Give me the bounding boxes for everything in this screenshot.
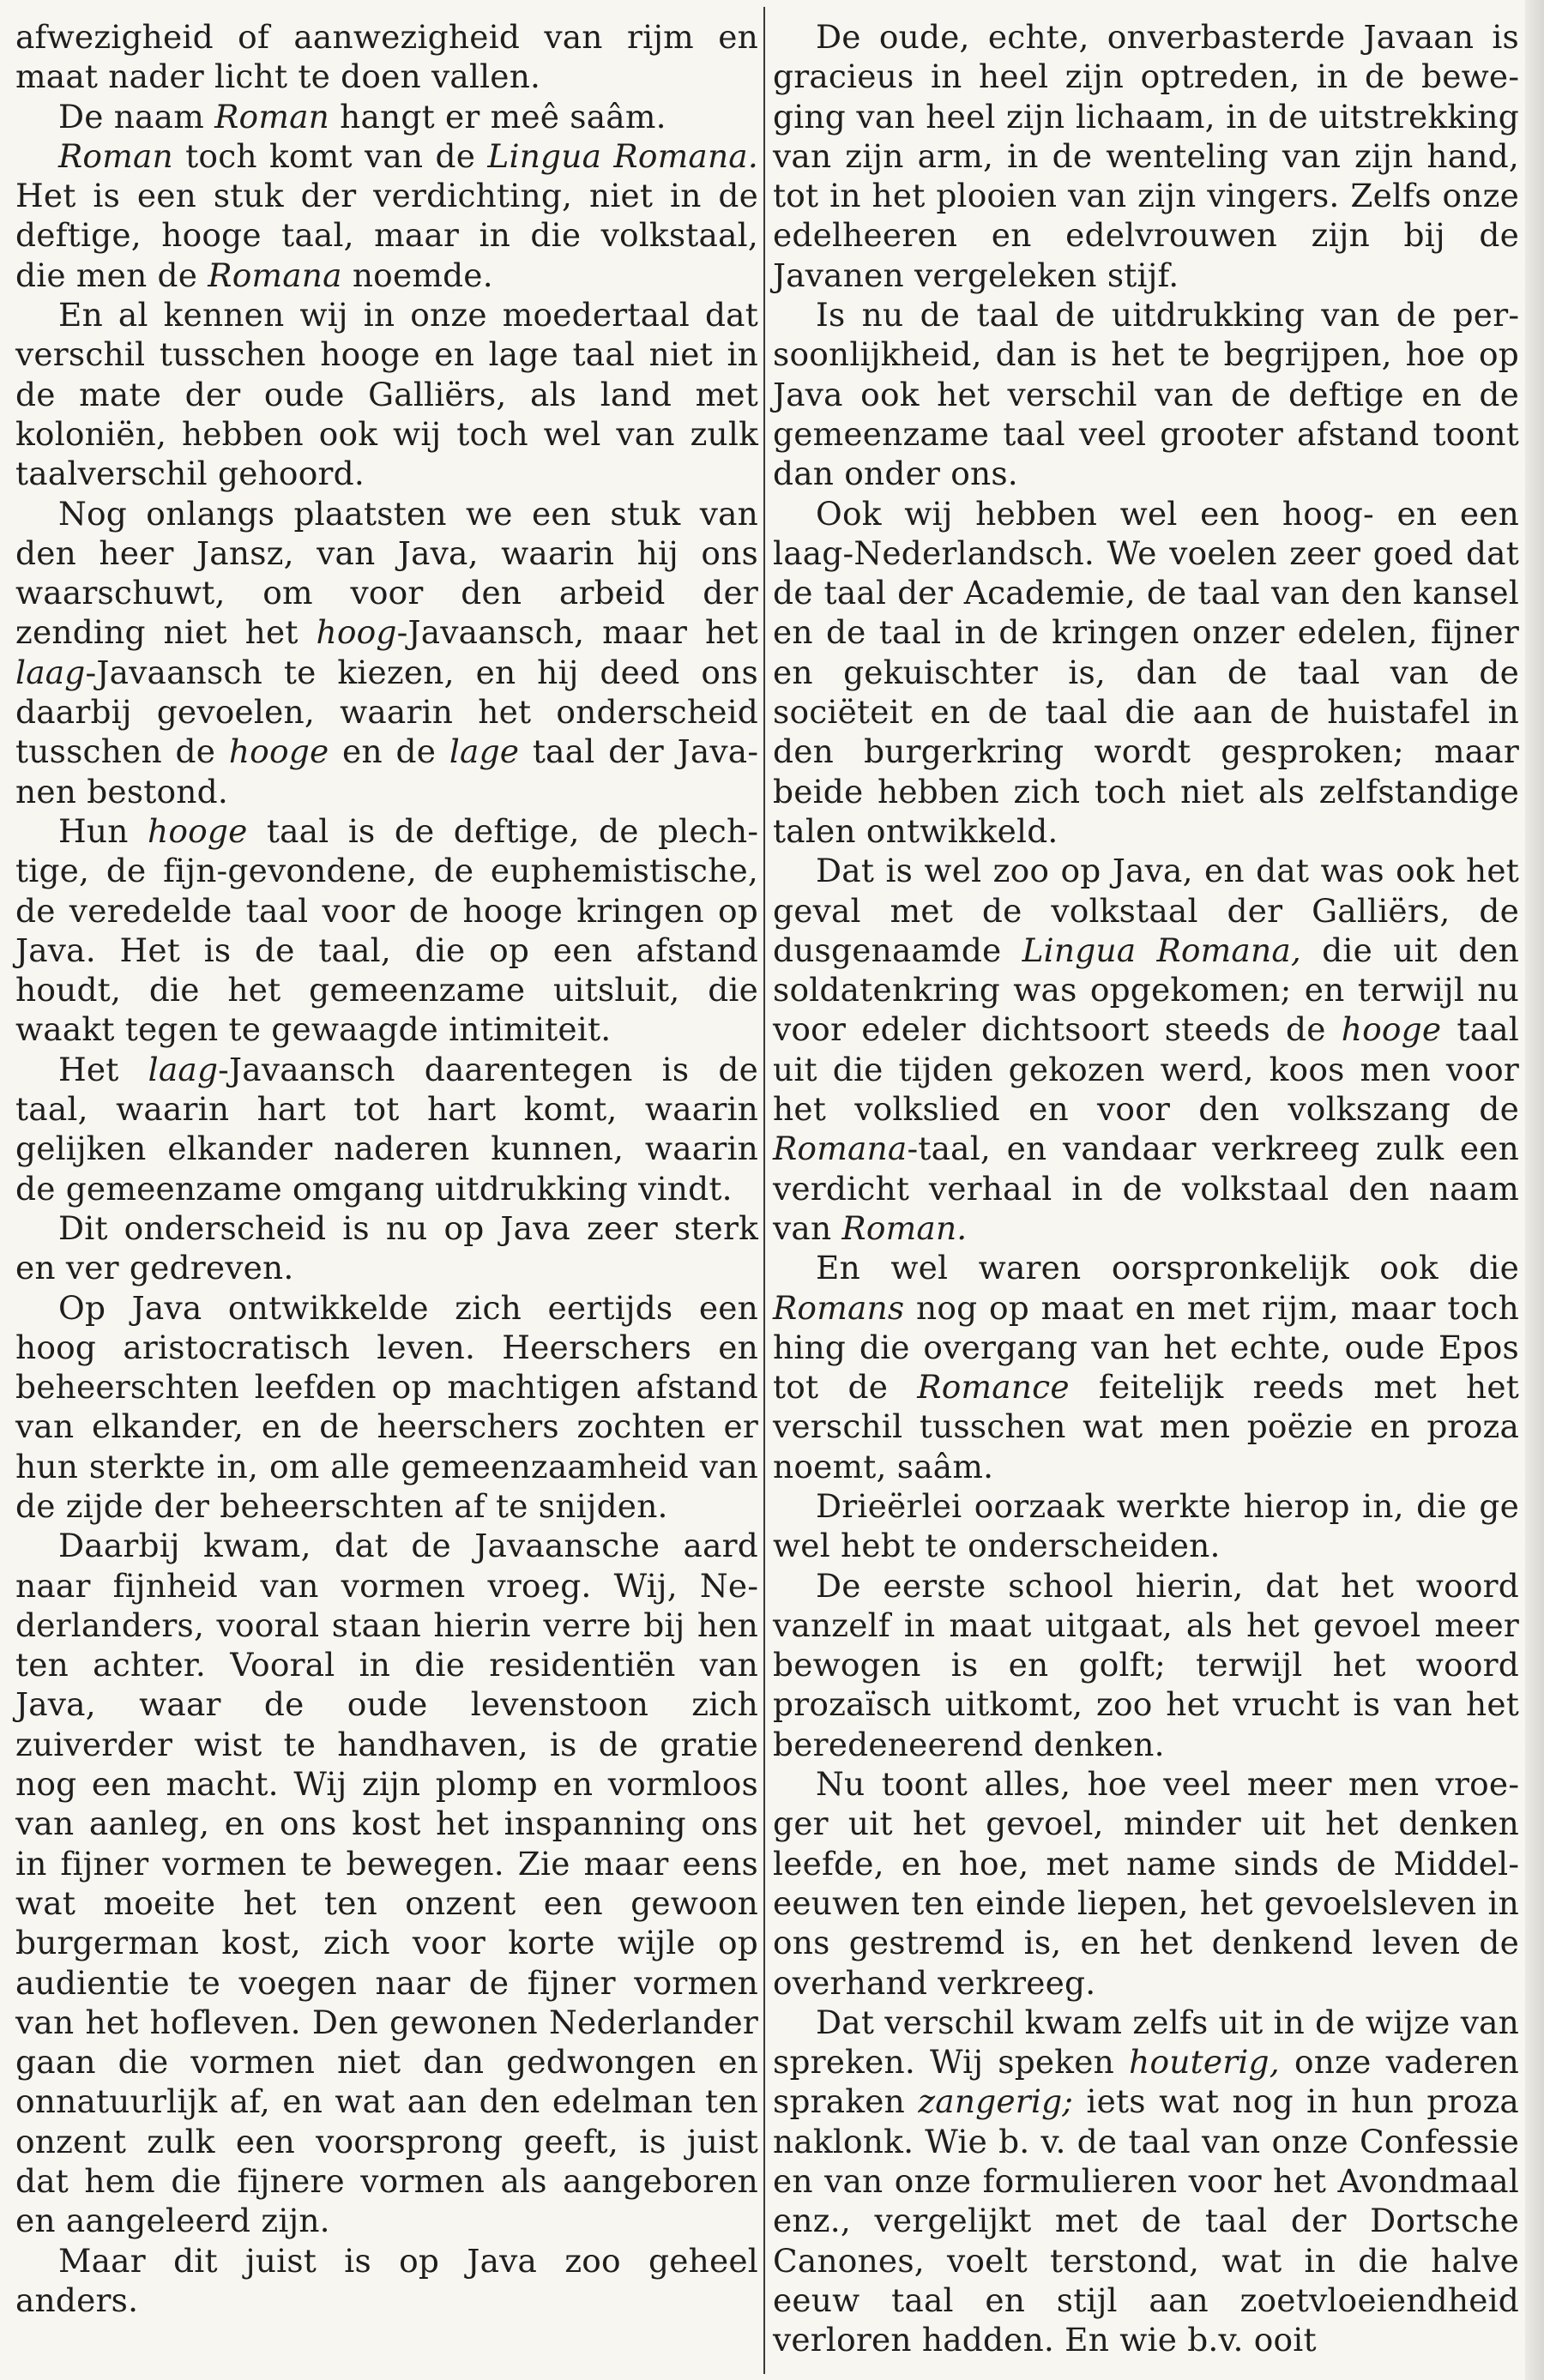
text-run: Nog onlangs plaatsten we een stuk van den heer Jansz, van Java, waarin hij ons waarschuwt, om voor den arbeid der zending niet het bbox=[15, 494, 758, 652]
text-run: Dat verschil kwam zelfs uit in de wijze van spreken. Wij speken bbox=[773, 2003, 1519, 2082]
text-run: toch komt van de bbox=[172, 136, 488, 175]
text-run: taal der Javanen bestond. bbox=[15, 732, 758, 810]
text-run: De oude, echte, onverbasterde Javaan is gracieus in heel zijn optreden, in de beweging van heel zijn lichaam, in de uitstrekking van zijn arm, in de wenteling van zijn hand, tot in het plooien van zijn vingers. Zelfs onze edelheeren en edelvrouwen zijn bij de Javanen vergeleken stijf. bbox=[773, 18, 1519, 294]
text-run: onze vaderen spraken bbox=[773, 2043, 1519, 2121]
text-run: taal is de deftige, de plechtige, de fijn-gevondene, de euphemistische, de veredelde taal voor de hooge kringen op Java. Het is de taal, die op een afstand houdt, die het gemeenzame uitsluit, die waakt tegen te gewaagde intimiteit. bbox=[15, 811, 758, 1049]
paragraph bbox=[15, 1526, 758, 2240]
italic-term: Romans bbox=[773, 1288, 905, 1327]
italic-term: hoog bbox=[316, 613, 397, 652]
text-run: Dat is wel zoo op Java, en dat was ook het geval met de volkstaal der Galliërs, de dusgenaamde bbox=[773, 852, 1519, 969]
text-run: Maar dit juist is op Java zoo geheel anders. bbox=[15, 2241, 758, 2319]
paragraph bbox=[15, 17, 758, 97]
italic-term: Romance bbox=[917, 1368, 1070, 1407]
paragraph bbox=[15, 295, 758, 493]
italic-term: Roman bbox=[214, 97, 330, 136]
paragraph bbox=[15, 136, 758, 295]
paragraph bbox=[773, 17, 1519, 295]
text-run: Het is een stuk der verdichting, niet in de deftige, hooge taal, maar in die volkstaal, die men de bbox=[15, 177, 758, 294]
text-run: Nu toont alles, hoe veel meer men vroeger uit het gevoel, minder uit het denken leefde, en hoe, met name sinds de Middeleeuwen ten einde liepen, het gevoelsleven in ons gestremd is, en het denkend leven de overhand verkreeg. bbox=[773, 1765, 1519, 2002]
text-run: noemde. bbox=[341, 256, 493, 294]
text-run: Ook wij hebben wel een hoog- en een laag-Nederlandsch. We voelen zeer goed dat de taal der Academie, de taal van den kansel en de taal in de kringen onzer edelen, fijner en gekuischter is, dan de taal van de sociëteit en de taal die aan de huistafel in den burgerkring wordt gesproken; maar beide hebben zich toch niet als zelfstandige talen ontwikkeld. bbox=[773, 494, 1519, 850]
text-run: en de bbox=[329, 732, 449, 771]
italic-term: laag bbox=[148, 1050, 219, 1088]
paragraph bbox=[773, 2003, 1519, 2360]
paragraph bbox=[15, 494, 758, 811]
paragraph bbox=[773, 1764, 1519, 2003]
paragraph bbox=[15, 97, 758, 136]
italic-term: laag bbox=[15, 653, 86, 691]
text-run: De naam bbox=[58, 97, 215, 136]
text-run: hangt er meê saâm. bbox=[329, 97, 666, 136]
text-run: Is nu de taal de uitdrukking van de persoonlijkheid, dan is het te begrijpen, hoe op Java ook het verschil van de deftige en de gemeenzame taal veel grooter afstand toont dan onder ons. bbox=[773, 296, 1519, 493]
paragraph bbox=[15, 2241, 758, 2321]
italic-term: Roman. bbox=[841, 1208, 968, 1247]
paragraph bbox=[773, 851, 1519, 1248]
text-run: Dit onderscheid is nu op Java zeer sterk en ver gedreven. bbox=[15, 1208, 758, 1287]
text-run: afwezigheid of aanwezigheid van rijm en maat nader licht te doen vallen. bbox=[15, 18, 758, 96]
text-run: En wel waren oorspronkelijk ook die bbox=[816, 1249, 1519, 1287]
column-divider bbox=[763, 7, 765, 2374]
text-run: -Javaansch, maar het bbox=[396, 613, 758, 652]
paragraph bbox=[15, 1050, 758, 1208]
paragraph bbox=[15, 1208, 758, 1288]
text-run: Het bbox=[58, 1050, 148, 1088]
italic-term: lage bbox=[449, 732, 520, 771]
italic-term: hooge bbox=[147, 811, 248, 850]
italic-term: Romana bbox=[773, 1130, 908, 1168]
italic-term: zangerig; bbox=[918, 2082, 1074, 2121]
text-run: -Javaansch daarentegen is de taal, waarin hart tot hart komt, waarin gelijken elkander naderen kunnen, waarin de gemeenzame omgang uitdrukking vindt. bbox=[15, 1050, 758, 1208]
text-run: Op Java ontwikkelde zich eertijds een hoog aristocratisch leven. Heerschers en beheerschten leefden op machtigen afstand van elkander, en de heerschers zochten er hun sterkte in, om alle gemeenzaamheid van de zijde der beheerschten af te snijden. bbox=[15, 1288, 758, 1525]
text-run: nog op maat en met rijm, maar toch hing die overgang van het echte, oude Epos tot de bbox=[773, 1288, 1519, 1407]
text-run: Hun bbox=[58, 811, 148, 850]
text-run: -taal, en vandaar verkreeg zulk een verdicht verhaal in de volkstaal den naam van bbox=[773, 1130, 1519, 1247]
text-run: iets wat nog in hun proza naklonk. Wie b. v. de taal van onze Confessie en van onze formulieren voor het Avondmaal enz., vergelijkt met de taal der Dortsche Canones, voelt terstond, wat in die halve eeuw taal en stijl aan zoetvloeiendheid verloren hadden. En wie b.v. ooit bbox=[773, 2082, 1519, 2359]
italic-term: houterig, bbox=[1129, 2043, 1280, 2082]
italic-term: Lingua Romana, bbox=[1022, 931, 1302, 969]
paragraph bbox=[15, 1288, 758, 1527]
text-run: -Javaansch te kiezen, en hij deed ons daarbij gevoelen, waarin het onderscheid tusschen de bbox=[15, 653, 758, 771]
italic-term: Lingua Romana. bbox=[487, 136, 758, 175]
paragraph bbox=[773, 1248, 1519, 1486]
italic-term: Roman bbox=[58, 136, 173, 175]
left-column bbox=[15, 17, 758, 2367]
paragraph bbox=[15, 811, 758, 1050]
paragraph bbox=[773, 295, 1519, 493]
italic-term: hooge bbox=[1341, 1010, 1442, 1049]
paragraph bbox=[773, 1486, 1519, 1566]
text-run: taal uit die tijden gekozen werd, koos men voor het volkslied en voor den volkszang de bbox=[773, 1010, 1520, 1129]
italic-term: Romana bbox=[208, 256, 342, 294]
text-run: die uit den soldatenkring was opgekomen; en terwijl nu voor edeler dichtsoort steeds de bbox=[773, 931, 1519, 1049]
right-column bbox=[773, 17, 1519, 2367]
text-run: feitelijk reeds met het verschil tusschen wat men poëzie en proza noemt, saâm. bbox=[773, 1368, 1519, 1485]
text-run: En al kennen wij in onze moedertaal dat verschil tusschen hooge en lage taal niet in de mate der oude Galliërs, als land met koloniën, hebben ook wij toch wel van zulk taalverschil gehoord. bbox=[15, 296, 758, 493]
text-run: Drieërlei oorzaak werkte hierop in, die ge wel hebt te onderscheiden. bbox=[773, 1486, 1519, 1565]
text-run: Daarbij kwam, dat de Javaansche aard naar fijnheid van vormen vroeg. Wij, Nederlanders, vooral staan hierin verre bij hen ten achter. Vooral in die residentiën van Java, waar de oude levenstoon zich zuiverder wist te handhaven, is de gratie nog een macht. Wij zijn plomp en vormloos van aanleg, en ons kost het inspanning ons in fijner vormen te bewegen. Zie maar eens wat moeite het ten onzent een gewoon burgerman kost, zich voor korte wijle op audientie te voegen naar de fijner vormen van het hofleven. Den gewonen Nederlander gaan die vormen niet dan gedwongen en onnatuurlijk af, en wat aan den edelman ten onzent zulk een voorsprong geeft, is juist dat hem die fijnere vormen als aangeboren en aangeleerd zijn. bbox=[15, 1527, 758, 2240]
text-run: De eerste school hierin, dat het woord vanzelf in maat uitgaat, als het gevoel meer bewogen is en golft; terwijl het woord prozaïsch uitkomt, zoo het vrucht is van het beredeneerend denken. bbox=[773, 1566, 1519, 1763]
paragraph bbox=[773, 494, 1519, 852]
italic-term: hooge bbox=[228, 732, 329, 771]
paragraph bbox=[773, 1566, 1519, 1764]
